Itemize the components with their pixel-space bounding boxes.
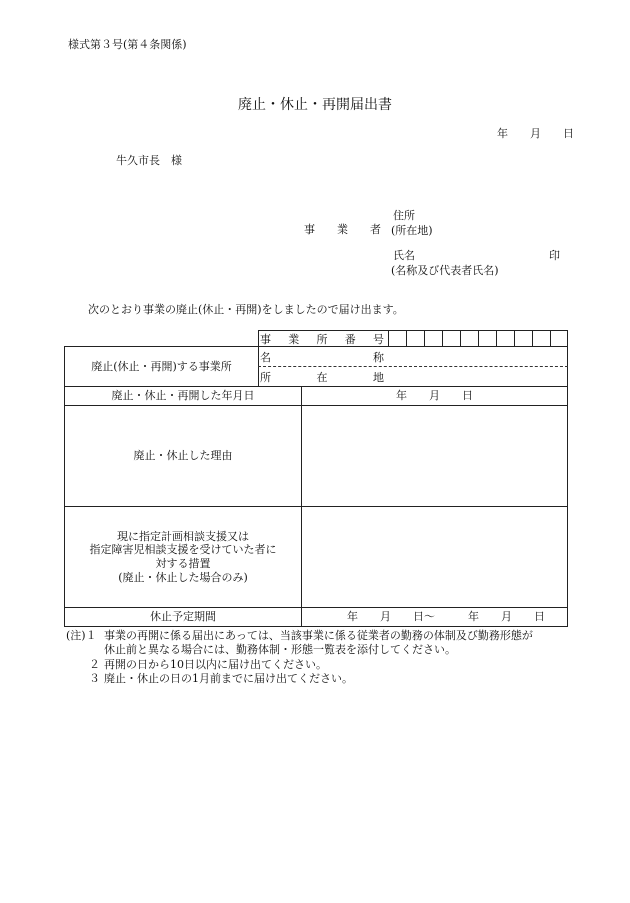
date-field[interactable]: 年 月 日 <box>396 389 473 403</box>
office-number-label: 事 業 所 番 号 <box>260 332 384 346</box>
office-number-digit-box[interactable] <box>389 331 406 346</box>
seal-mark: 印 <box>549 249 560 262</box>
office-number-digit-box[interactable] <box>461 331 478 346</box>
address-sub-label: (所在地) <box>391 224 433 237</box>
date-label: 廃止・休止・再開した年月日 <box>111 389 255 403</box>
office-number-digit-box[interactable] <box>533 331 550 346</box>
period-field[interactable]: 年 月 日～ 年 月 日 <box>347 610 545 624</box>
note-1-line-1: 事業の再開に係る届出にあっては、当該事業に係る従業者の勤務の体制及び勤務形態が <box>104 629 533 642</box>
name-sub-label: (名称及び代表者氏名) <box>391 264 499 277</box>
office-number-digit-box[interactable] <box>443 331 460 346</box>
address-label: 住所 <box>393 209 415 222</box>
page-title: 廃止・休止・再開届出書 <box>238 97 392 113</box>
addressee: 牛久市長 様 <box>116 154 182 167</box>
office-number-digit-box[interactable] <box>497 331 514 346</box>
office-name-field[interactable] <box>386 347 567 366</box>
office-label: 廃止(休止・再開)する事業所 <box>91 359 232 373</box>
office-location-label: 所 在 地 <box>260 370 384 384</box>
note-3-number: ３ <box>89 672 100 685</box>
reason-label: 廃止・休止した理由 <box>133 449 233 463</box>
office-number-digit-box[interactable] <box>479 331 496 346</box>
name-label: 氏名 <box>393 249 415 262</box>
period-label: 休止予定期間 <box>150 610 216 624</box>
office-number-digit-box[interactable] <box>515 331 532 346</box>
intro-text: 次のとおり事業の廃止(休止・再開)をしましたので届け出ます。 <box>88 303 404 316</box>
date-line: 年 月 日 <box>497 127 574 140</box>
note-2-number: ２ <box>89 658 100 671</box>
note-2-text: 再開の日から10日以内に届け出てください。 <box>104 658 327 671</box>
note-3-text: 廃止・休止の日の1月前までに届け出てください。 <box>104 672 353 685</box>
form-id: 様式第３号(第４条関係) <box>68 38 187 51</box>
reason-field[interactable] <box>302 406 567 506</box>
office-name-label: 名 称 <box>260 350 384 364</box>
office-location-field[interactable] <box>386 367 567 386</box>
applicant-label: 事 業 者 <box>304 223 381 236</box>
measures-label: 現に指定計画相談支援又は 指定障害児相談支援を受けていた者に 対する措置 (廃止・休止した場合のみ) <box>89 529 277 584</box>
note-1-prefix: (注)１ <box>66 629 97 642</box>
office-number-digit-box[interactable] <box>551 331 567 346</box>
office-number-digit-box[interactable] <box>425 331 442 346</box>
note-1-line-2: 休止前と異なる場合には、勤務体制・形態一覧表を添付してください。 <box>104 643 456 656</box>
notification-table <box>64 330 568 627</box>
measures-field[interactable] <box>302 507 567 607</box>
office-number-digit-box[interactable] <box>407 331 424 346</box>
